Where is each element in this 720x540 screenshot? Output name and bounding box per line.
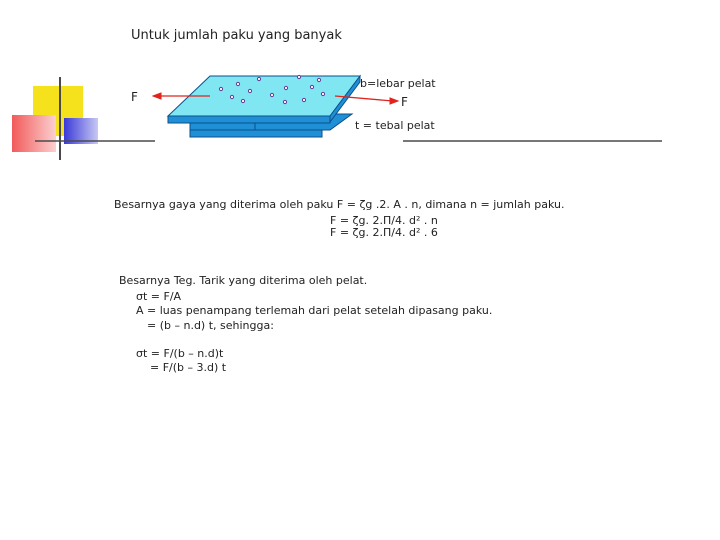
rivet-icon	[284, 86, 287, 89]
rivet-icon	[302, 98, 305, 101]
top-plate-front	[168, 116, 330, 123]
slide-title: Untuk jumlah paku yang banyak	[131, 28, 342, 43]
rivet-icon	[248, 89, 251, 92]
rivet-icon	[297, 75, 300, 78]
rivet-icon	[317, 78, 320, 81]
force-formula-line-3: F = ζg. 2.Π/4. d² . 6	[330, 226, 438, 239]
area-definition-line: A = luas penampang terlemah dari pelat setelah dipasang paku.	[136, 304, 493, 317]
rivet-icon	[230, 95, 233, 98]
stress-result-line-1: σt = F/(b – n.d)t	[136, 347, 224, 360]
rivet-icon	[241, 99, 244, 102]
stress-intro-line: Besarnya Teg. Tarik yang diterima oleh pelat.	[119, 274, 368, 287]
stress-result-line-2: = F/(b – 3.d) t	[150, 361, 227, 374]
force-left-label: F	[131, 90, 138, 104]
force-right-label: F	[401, 95, 408, 109]
deco-red-square	[12, 115, 56, 152]
width-label: b=lebar pelat	[360, 77, 436, 90]
thickness-label: t = tebal pelat	[355, 119, 435, 132]
stress-formula-line: σt = F/A	[136, 290, 182, 303]
bottom-plate-front	[190, 130, 322, 137]
rivet-icon	[310, 85, 313, 88]
rivet-icon	[283, 100, 286, 103]
area-formula-line: = (b – n.d) t, sehingga:	[147, 319, 274, 332]
right-arrowhead-icon	[390, 98, 398, 104]
rivet-icon	[219, 87, 222, 90]
rivet-icon	[321, 92, 324, 95]
deco-line-gap	[155, 139, 403, 144]
deco-blue-square	[64, 118, 98, 144]
force-formula-line-1: Besarnya gaya yang diterima oleh paku F = ζg .2. A . n, dimana n = jumlah paku.	[114, 198, 565, 211]
force-formula-line-2: F = ζg. 2.Π/4. d² . n	[330, 214, 438, 227]
rivet-icon	[236, 82, 239, 85]
left-arrowhead-icon	[153, 93, 161, 99]
rivet-icon	[257, 77, 260, 80]
rivet-icon	[270, 93, 273, 96]
